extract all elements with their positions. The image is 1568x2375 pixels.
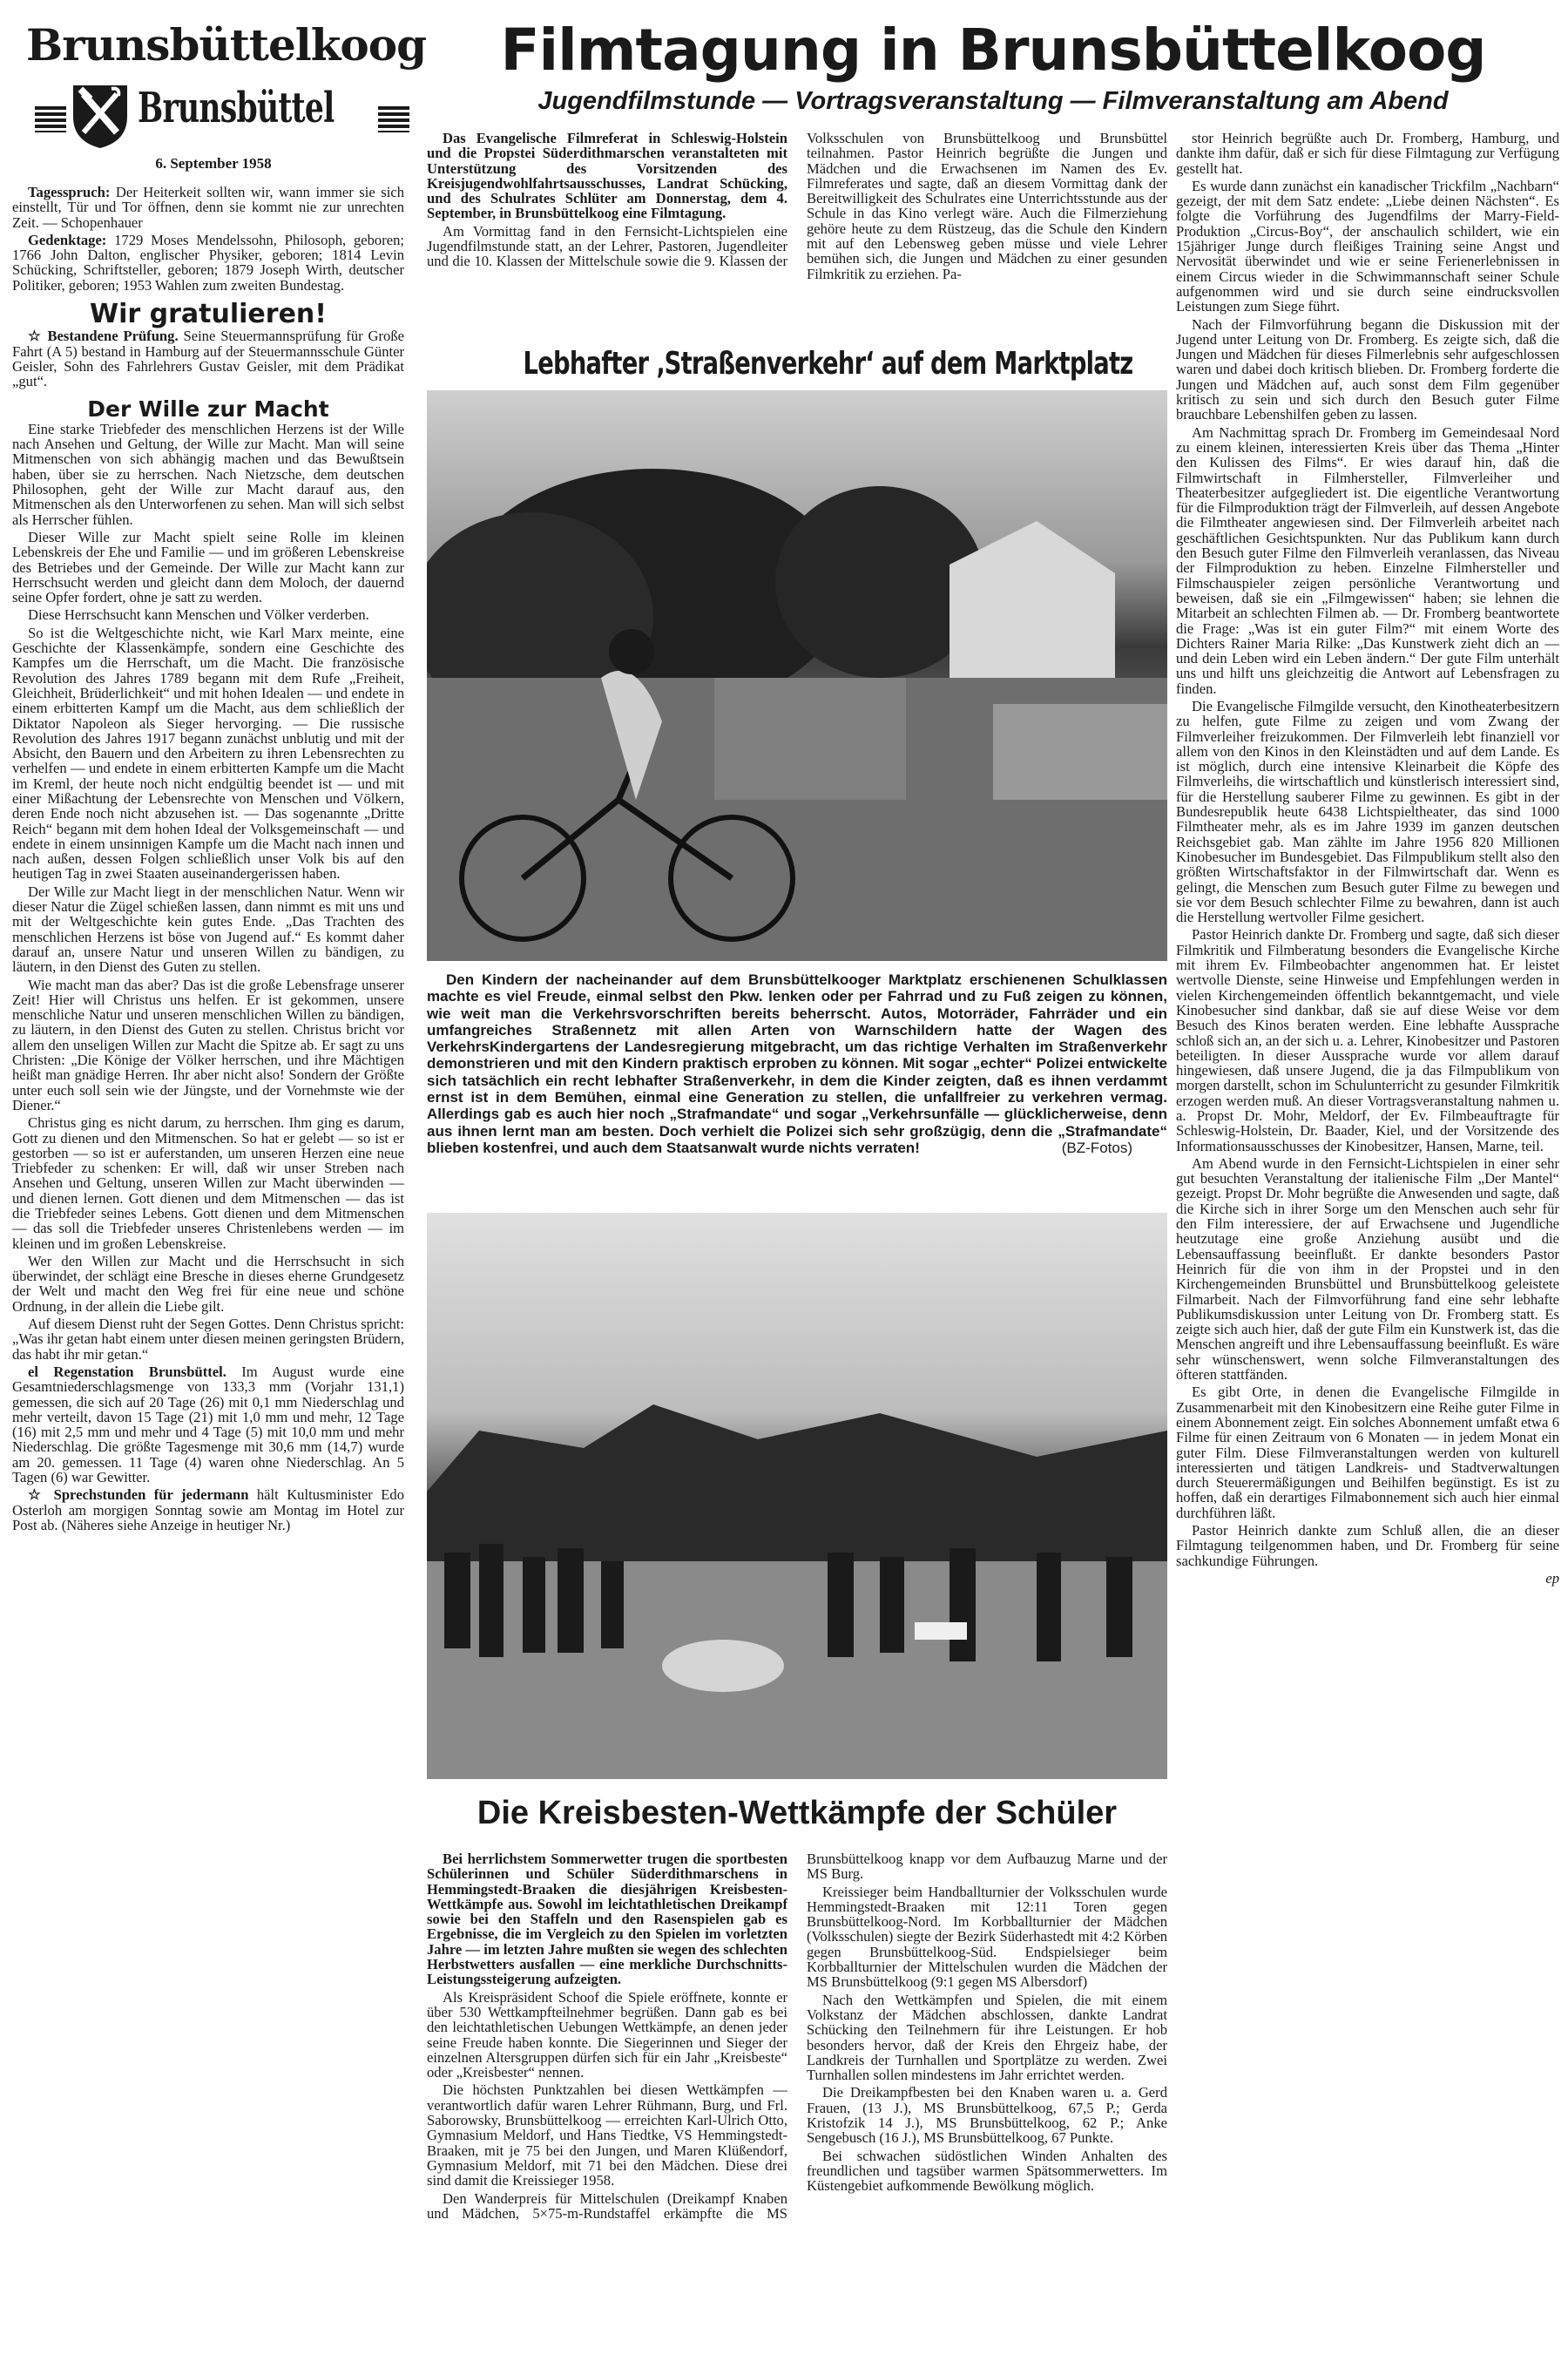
- paragraph: [12, 1487, 404, 1533]
- paragraph: [427, 131, 787, 221]
- issue-date: 6. September 1958: [155, 155, 272, 172]
- paragraph-lead: el Regenstation Brunsbüttel.: [28, 1363, 226, 1380]
- paragraph: [1176, 317, 1559, 423]
- heading-wir-gratulieren: Wir gratulieren!: [90, 299, 327, 330]
- paragraph-text: hält Kultusminister Edo Osterloh am morgigen Sonntag sowie am Montag im Hotel zur Post ab. (Näheres siehe Anzeige in heutiger Nr.): [12, 1486, 405, 1533]
- page-headline: Filmtagung in Brunsbüttelkoog: [500, 17, 1486, 84]
- paragraph-text: 1729 Moses Mendelssohn, Philosoph, geboren; 1766 John Dalton, englischer Physiker, geboren; 1814 Levin Schücking, Schriftsteller, geboren; 1879 Joseph Wirth, deutscher Politiker, geboren; 1953 Wahlen zum zweiten Bundestag.: [12, 231, 404, 294]
- paragraph: [427, 1990, 787, 2081]
- photo-marketplace-scene: [427, 390, 1167, 961]
- sports-article: [427, 1851, 1167, 2365]
- paragraph: [807, 1993, 1167, 2083]
- paragraph-text: Diese Herrschsucht kann Menschen und Völker verderben.: [28, 606, 369, 624]
- paragraph-text: Als Kreispräsident Schoof die Spiele eröffnete, konnte er über 530 Wettkampfteilnehmer begrüßen. Dann gab es bei den leichtathletischen Uebungen Wettkämpfe, an denen jeder seine Freude haben konnte. Die Siegerinnen und Sieger der einzelnen Altersgruppen dürfen sich für ein Jahr „Kreisbeste“ oder „Kreisbester“ nennen.: [427, 1988, 787, 2081]
- filmtagung-continued: [1176, 131, 1559, 1568]
- paragraph-text: Es wurde dann zunächst ein kanadischer Trickfilm „Nachbarn“ gezeigt, der mit dem Satz endete: „Liebe deinen Nächsten“. Es folgte die Vorführung des Jugendfilms der Marry-Field-Produktion „Circus-Boy“, der anschaulich schildert, wie ein 15jähriger Junge durch fleißiges Training seine Angst und Nervosität überwindet und wie er seine Ferienerlebnissen in einem Circus wieder in die Schwimmannschaft seiner Schule aufgenommen wird und sie durch seine eindrucksvollen Leistungen zum Siege führt.: [1176, 177, 1559, 315]
- author-signature: ep: [1545, 1569, 1559, 1587]
- paragraph-text: Nach der Filmvorführung begann die Diskussion mit der Jugend unter Leitung von Dr. Fromberg. Es zeigte sich, daß die Jungen und Mädchen für dieses Filmerlebnis sehr aufgeschlossen waren und dabei doch kritisch blieben. Dr. Fromberg forderte die Jungen und Mädchen auf, auch sonst dem Film gegenüber kritisch zu sein und sich durch den Besuch guter Filme brauchbare Lebenshilfen geben zu lassen.: [1176, 315, 1559, 423]
- paragraph: [12, 978, 404, 1113]
- page-subheadline: Jugendfilmstunde — Vortragsveranstaltung — Filmveranstaltung am Abend: [537, 87, 1449, 115]
- paragraph: [12, 884, 404, 975]
- masthead: [17, 19, 427, 150]
- paragraph-text: Die Dreikampfbesten bei den Knaben waren u. a. Gerd Frauen, (13 J.), MS Brunsbüttelkoog, 67,5 P.; Gerda Kristofzik 14 J.), MS Brunsbüttelkoog, 62 P.; Anke Sengebusch (16 J.), MS Brunsbüttelkoog, 67 Punkte.: [807, 2084, 1167, 2147]
- congratulations-section: [12, 328, 404, 389]
- paragraph: [1176, 425, 1559, 696]
- paragraph-text: Eine starke Triebfeder des menschlichen Herzens ist der Wille nach Ansehen und Geltung, der Wille zur Macht. Man will seine Mitmenschen von sich abhängig machen und das Bewußtsein haben, über sie zu herrschen. Nach Nietzsche, dem deutschen Philosophen, geht der Wille zur Macht darauf aus, den Mitmenschen als den Unterworfenen zu sehen. Man will sich selbst als Herrscher fühlen.: [12, 420, 404, 528]
- paragraph-text: Bei schwachen südöstlichen Winden Anhalten des freundlichen und tagsüber warmen Spätsommerwetters. Im Küstengebiet aufkommende Bewölkung möglich.: [807, 2147, 1167, 2195]
- right-column: [1176, 131, 1559, 1586]
- paragraph: [12, 1254, 404, 1314]
- paragraph: [1176, 1156, 1559, 1382]
- paragraph: [1176, 1523, 1559, 1568]
- paragraph: [12, 328, 404, 389]
- paragraph: [427, 1851, 787, 1987]
- paragraph-text: Die Evangelische Filmgilde versucht, den Kinotheaterbesitzern zu helfen, gute Filme zu zeigen und vom Zwang der Filmverleiher freizukommen. Der Filmverleih lebt finanziell vor allem von den Kinos in den Kleinstädten und auf dem Lande. Es ist möglich, durch eine intensive Kleinarbeit die Köpfe des Filmverleihs, die wirtschaftlich und künstlerisch interessiert sind, für die Herstellung sauberer Filme zu gewinnen. Es gibt in der Bundesrepublik heute 6438 Lichtspieltheater, das sind 1000 Filmtheater mehr, als es im Jahre 1939 im ganzen deutschen Reichsgebiet gab. Man zählte im Jahre 1956 820 Millionen Kinobesucher im Bundesgebiet. Das Filmpublikum stellt also den größten Wirtschaftsfaktor in der Filmwirtschaft dar. Wenn es gelingt, die Menschen zum Besuch guter Filme zu bewegen und sie vor dem Besuch schlechter Filme zu bewahren, dann ist auch die Herstellung wertvoller Filme gesichert.: [1176, 697, 1559, 926]
- masthead-title-line1: Brunsbüttelkoog: [26, 19, 427, 71]
- paragraph-text: stor Heinrich begrüßte auch Dr. Fromberg, Hamburg, und dankte ihm dafür, daß er sich für diese Filmtagung zur Verfügung gestellt hat.: [1176, 130, 1559, 177]
- photo-marketplace-traffic: [427, 390, 1167, 961]
- ribbon-left-icon: [35, 106, 66, 132]
- paragraph: [12, 626, 404, 882]
- paragraph: [807, 2148, 1167, 2194]
- paragraph: [12, 1364, 404, 1485]
- paragraph-text: Christus ging es nicht darum, zu herrschen. Ihm ging es darum, Gott zu dienen und den Mitmenschen. So hat er gelebt — so ist er gestorben — so ist er auferstanden, um unseren Herzen eine neue Triebfeder zu schenken: Er will, daß wir unser Streben nach Ansehen und Geltung, unseren Willen zur Macht überwinden — und dienen lernen. Gott dienen und dem Mitmenschen — das ist die Triebfeder seines Lebens. Gott dienen und dem Mitmenschen — das soll die Triebfeder unseres Christenlebens werden — im kleinen und im großen Lebenskreise.: [12, 1114, 404, 1252]
- paragraph: [1176, 927, 1559, 1153]
- paragraph-text: Kreissieger beim Handballturnier der Volksschulen wurde Hemmingstedt-Braaken mit 12:11 Toren gegen Brunsbüttelkoog-Nord. Im Korbballturnier der Mädchen (Volksschulen) siegte der Bezirk Süderhastedt mit 4:2 Körben gegen Brunsbüttelkoog-Süd. Endspielsieger beim Korbballturnier der Mittelschulen wurden die Mädchen der MS Brunsbüttelkoog (9:1 gegen MS Albersdorf): [807, 1883, 1167, 1991]
- traffic-photo-caption: [427, 971, 1167, 1157]
- traffic-headline: Lebhafter ‚Straßenverkehr‘ auf dem Marktplatz: [523, 346, 1133, 382]
- paragraph-text: Am Nachmittag sprach Dr. Fromberg im Gemeindesaal Nord zu einem kleinen, interessierten Kreis über das Thema „Hinter den Kulissen des Films“. Er wies darauf hin, daß die Filmwirtschaft in Filmhersteller, Filmverleiher und Theaterbesitzer aufgegliedert ist. Die eigentliche Verantwortung für die Filmproduktion trägt der Filmverleih, auf dessen Angebote die Filmtheater angewiesen sind. Der Filmverleih arbeitet nach geschäftlichen Gesichtspunkten. Nur das Publikum kann durch den Besuch guter Filme den Filmverleih veranlassen, das Niveau der Filmproduktion zu heben. Einzelne Filmhersteller und Filmschauspieler zeigen persönliche Verantwortung und beweisen, daß sie ein „Filmgewissen“ haben; sie lehnen die Mitarbeit an schlechten Filmen ab. — Dr. Fromberg beantwortete die Frage: „Was ist ein guter Film?“ mit einem Worte des Dichters Rainer Maria Rilke: „Das Kunstwerk zieht dich an — und dein Leben wird ein Leben ändern.“ Der gute Film unterhält uns und hilft uns gleichzeitig die Antwort auf Lebensfragen zu finden.: [1176, 423, 1559, 697]
- paragraph-lead: Gedenktage:: [28, 231, 107, 248]
- paragraph: [12, 185, 404, 230]
- paragraph: [1176, 1384, 1559, 1520]
- caption-text: Den Kindern der nacheinander auf dem Brunsbüttelkooger Marktplatz erschienenen Schulklassen machte es viel Freude, einmal selbst den Pkw. lenken oder per Fahrrad und zu Fuß zeigen zu können, wie weit man die Verkehrsvorschriften bereits beherrscht. Autos, Motorräder, Fahrräder und ein umfangreiches Straßennetz mit allen Arten von Warnschildern hatte der Wagen des VerkehrsKindergartens der Landesregierung mitgebracht, um das richtige Verhalten im Straßenverkehr demonstrieren und mit den Kindern praktisch erproben zu können. Mit sogar „echter“ Polizei entwickelte sich tatsächlich ein recht lebhafter Straßenverkehr, in dem die Kinder zeigten, daß es ihnen verdammt ernst ist in dem Bemühen, einmal eine Generation zu stellen, die unfallfreier zu verkehren vermag. Allerdings gab es auch hier noch „Strafmandate“ und sogar „Verkehrsunfälle — glücklicherweise, denn aus ihnen lernt man am besten. Doch verhielt die Polizei sich sehr großzügig, denn die „Strafmandate“ blieben kostenfrei, und auch dem Staatsanwalt wurde nichts verraten!: [427, 971, 1167, 1156]
- der-wille-zur-macht-article: [12, 422, 404, 1533]
- paragraph-text: Am Abend wurde in den Fernsicht-Lichtspielen in einer sehr gut besuchten Veranstaltung der italienische Film „Der Mantel“ gezeigt. Propst Dr. Mohr begrüßte die Anwesenden und sagte, daß die Kirche sich in ihrer Sorge um den Menschen auch sehr für den Film interessiere, der auf Erwachsene und Jugendliche heutzutage eine große Anziehung ausübt und die Lebensauffassung beeinflußt. Er dankte besonders Pastor Heinrich für die von ihm in der Propstei und in den Kirchengemeinden Brunsbüttel und Brunsbüttelkoog geleistete Filmarbeit. Nach der Filmvorführung fand eine sehr lebhafte Publikumsdiskussion unter Leitung von Dr. Fromberg statt. Es zeigte sich auch hier, daß der gute Film ein Kunstwerk ist, das die Menschen angreift und ihre Lebensauffassung beeinflußt. Es wäre sehr wünschenswert, wenn solche Filmveranstaltungen des öfteren stattfänden.: [1176, 1154, 1559, 1384]
- paragraph: [12, 1115, 404, 1251]
- paragraph: [1176, 131, 1559, 176]
- photo-traffic-crowd: [427, 1213, 1167, 1779]
- ribbon-right-icon: [378, 106, 409, 132]
- paragraph-text: Das Evangelische Filmreferat in Schleswig-Holstein und die Propstei Süderdithmarschen veranstalteten mit Unterstützung des Vorsitzenden des Kreisjugendwohlfahrtsausschusses, Landrat Schücking, und des Schulrates Schlüter am Donnerstag, dem 4. September, in Brunsbüttelkoog eine Filmtagung.: [427, 130, 787, 222]
- daily-quote-section: [12, 185, 404, 293]
- paragraph-text: Dieser Wille zur Macht spielt seine Rolle im kleinen Lebenskreis der Ehe und Familie — und im größeren Lebenskreise des Betriebes und der Gemeinde. Der Wille zur Macht kann zur Herrschsucht werden und gleicht dann dem Moloch, der dauernd seine Opfer fordert, ohne je satt zu werden.: [12, 528, 404, 606]
- paragraph-text: Wer den Willen zur Macht und die Herrschsucht in sich überwindet, der schlägt eine Bresche in dieses eherne Grundgesetz der Welt und macht den Weg frei für eine neue und schöne Ordnung, in der allein die Liebe gilt.: [12, 1252, 404, 1315]
- paragraph-text: Seine Steuermannsprüfung für Große Fahrt (A 5) bestand in Hamburg auf der Steuermannsschule Günter Geisler, Sohn des Fahrlehrers Gustav Geisler, mit dem Prädikat „gut“.: [12, 328, 404, 390]
- paragraph-text: Es gibt Orte, in denen die Evangelische Filmgilde in Zusammenarbeit mit den Kinobesitzern eine Reihe guter Filme in einem Abonnement zeigt. Ein solches Abonnement umfaßt etwa 6 Filme für einen Zeitraum von 6 Monaten — in jedem Monat ein guter Film. Diese Filmveranstaltungen werden von kulturell interessierten und tätigen Landkreis- und Stadtverwaltungen durch Steuerermäßigungen und Beihilfen begünstigt. Es ist zu hoffen, daß ein derartiges Filmabonnement sich auch hier einmal durchführen läßt.: [1176, 1384, 1559, 1521]
- paragraph: [807, 1884, 1167, 1990]
- sports-headline: Die Kreisbesten-Wettkämpfe der Schüler: [476, 1795, 1118, 1831]
- paragraph-text: Den Wanderpreis für Mittelschulen (Dreikampf Knaben und Mädchen, 5×75-m-Rundstaffel erkämpfte die MS Brunsbüttelkoog knapp vor dem Aufbauzug Marne und der MS Burg.: [427, 1851, 1167, 2222]
- paragraph-text: Auf diesem Dienst ruht der Segen Gottes. Denn Christus spricht: „Was ihr getan habt einem unter diesen meinen geringsten Brüdern, das habt ihr mir getan.“: [12, 1316, 404, 1363]
- paragraph-text: Pastor Heinrich dankte Dr. Fromberg und sagte, daß sich dieser Filmkritik und Filmberatung besonders die Evangelische Kirche mit ihrem Ev. Filmbeobachter angenommen hat. Er leistet wertvolle Dienste, seine Hinweise und Empfehlungen werden in vielen Kirchengemeinden öffentlich bekanntgemacht, und viele Kinobesucher sind dankbar, daß sie auf diese Weise vor dem Besuch des Kinos beraten werden. Eine lebhafte Aussprache schloß sich an, an der sich u. a. Lehrer, Kinobesitzer und Pastoren beteiligten. In dieser Aussprache wurde vor allem darauf hingewiesen, daß unsere Jugend, die ja das Filmpublikum von morgen darstellt, schon im Schulunterricht zu gesunder Filmkritik erzogen werden muß. An dieser Vortragsveranstaltung nahmen u. a. Propst Dr. Mohr, Meldorf, der Ev. Filmbeauftragte für Schleswig-Holstein, Dr. Baader, Kiel, und der Vorsitzende des Informationsausschusses der Kinobesitzer, Hansen, Marne, teil.: [1176, 926, 1559, 1154]
- paragraph-text: So ist die Weltgeschichte nicht, wie Karl Marx meinte, eine Geschichte der Klassenkämpfe, sondern eine Geschichte des Kampfes um die Herrschaft, um die Macht. Die französische Revolution des Jahres 1789 begann mit dem Rufe „Freiheit, Gleichheit, Brüderlichkeit“ und mit hohen Idealen — und endete in einem erbitterten Kampf um die Macht, aus dem schließlich der Diktator Napoleon als Sieger hervorging. — Die russische Revolution des Jahres 1917 begann zunächst unblutig und mit der Absicht, den Bauern und den Arbeitern zu ihren Lebensrechten zu verhelfen — und endete in einem erbitterten Kampfe um die Macht im Kreml, der heute noch nicht endgültig beendet ist — und mit einer Mißachtung der Lebensrechte von Menschen und Völkern, deren Ende noch nicht abzusehen ist. — Das sogenannte „Dritte Reich“ begann mit dem hohen Ideal der Volksgemeinschaft — und endete in einem unsinnigen Kampfe um die Macht nach innen und nach außen, dessen Folgen schließlich unser Volk bis auf den heutigen Tag in zwei Staaten auseinandergerissen haben.: [12, 624, 404, 883]
- paragraph: [1176, 699, 1559, 924]
- paragraph: [12, 1316, 404, 1362]
- photo-crowd-scene: [427, 1213, 1167, 1779]
- paragraph-text: Bei herrlichstem Sommerwetter trugen die sportbesten Schülerinnen und Schüler Süderdithmarschens in Hemmingstedt-Braaken die diesjährigen Kreisbesten-Wettkämpfe aus. Sowohl im leichtathletischen Dreikampf sowie bei den Staffeln und den Rasenspielen gab es Ergebnisse, die im Vergleich zu den Spielen im vorletzten Jahre — im letzten Jahre mußten sie wegen des schlechten Herbstwetters ausfallen — eine merkliche Durchschnitts-Leistungssteigerung aufzeigten.: [427, 1851, 787, 1988]
- paragraph-text: Der Heiterkeit sollten wir, wann immer sie sich einstellt, Tür und Tor öffnen, denn sie kommt nie zur unrechten Zeit. — Schopenhauer: [12, 184, 404, 231]
- paragraph-text: Pastor Heinrich dankte zum Schluß allen, die an dieser Filmtagung teilgenommen haben, und Dr. Fromberg für seine sachkundige Führungen.: [1176, 1522, 1559, 1569]
- photo-credit: (BZ-Fotos): [1061, 1140, 1132, 1157]
- sports-paragraphs: [427, 1851, 1167, 2221]
- paragraph-text: Im August wurde eine Gesamtniederschlagsmenge von 133,3 mm (Vorjahr 131,1) gemessen, die sich auf 20 Tage (26) mit 0,1 mm Niederschlag und mehr verteilt, davon 15 Tage (21) mit 1,0 mm und mehr, 12 Tage (16) mit 2,5 mm und mehr und 4 Tage (5) mit 10,0 mm und mehr Niederschlag. Die größte Tagesmenge mit 30,6 mm (14,7) wurde am 20. gemessen. 11 Tage (4) waren ohne Niederschlag. An 5 Tagen (6) war Gewitter.: [12, 1363, 404, 1486]
- paragraph-lead: ☆ Sprechstunden für jedermann: [28, 1486, 249, 1504]
- paragraph: [12, 233, 404, 293]
- paragraph: [12, 607, 404, 622]
- paragraph-text: Am Vormittag fand in den Fernsicht-Lichtspielen eine Jugendfilmstunde statt, an der Lehrer, Pastoren, Jugendleiter und die 10. Klassen der Mittelschule sowie die 9. Klassen der Volksschulen von Brunsbüttelkoog und Brunsbüttel teilnahmen. Pastor Heinrich begrüßte die Jungen und Mädchen und die Erwachsenen im Namen des Ev. Filmreferates und sagte, daß an diesem Vormittag dank der Bereitwilligkeit des Schulrates eine Unterrichtsstunde aus der Schule in das Kino verlegt wäre. Auch die Filmerziehung gehöre heute zu dem Rüstzeug, das die Schule den Kindern mit auf den Lebensweg geben müsse und viele Lehrer bemühen sich, die Jungen und Mädchen zu einer gesunden Filmkritik zu erziehen. Pa-: [427, 130, 1167, 282]
- paragraph: [12, 422, 404, 527]
- paragraph-text: Wie macht man das aber? Das ist die große Lebensfrage unserer Zeit! Hier will Christus uns helfen. Er ist gekommen, unsere menschliche Natur und unseren menschlichen Willen zu bändigen, zu läutern, in den Dienst des Guten zu stellen. Christus bricht vor allem den unseligen Willen zur Macht die Spitze ab. Er sagt zu uns Christen: „Die Könige der Völker herrschen, und ihre Mächtigen heißt man gnädige Herren. Ihr aber nicht also! Sondern der Größte unter euch soll sein wie der Jüngste, und der Vornehmste wie der Diener.“: [12, 976, 404, 1113]
- paragraph-lead: Tagesspruch:: [28, 184, 111, 200]
- paragraph: [807, 2085, 1167, 2145]
- paragraph-text: Nach den Wettkämpfen und Spielen, die mit einem Volkstanz der Mädchen abschlossen, dankte Landrat Schücking den Teilnehmern für ihre Leistungen. Er hob besonders hervor, daß der Kreis den Ehrgeiz habe, der Landkreis der Turnhallen und Sportplätze zu werden. Zwei Turnhallen sollen mindestens im Jahr errichtet werden.: [807, 1991, 1167, 2084]
- paragraph: [427, 2082, 787, 2188]
- paragraph-text: Der Wille zur Macht liegt in der menschlichen Natur. Wenn wir dieser Natur die Zügel schießen lassen, dann nimmt es mit uns und mit der Weltgeschichte kein gutes Ende. „Das Trachten des menschlichen Herzens ist böse von Jugend auf.“ Es kommt daher darauf an, unsere Natur und unseren Willen zu bändigen, zu läutern, in den Dienst des Guten zu stellen.: [12, 883, 404, 976]
- filmtagung-intro: [427, 131, 1167, 340]
- filmtagung-intro-paragraphs: [427, 131, 1167, 281]
- traffic-headline-box: [427, 344, 1167, 384]
- left-column: [12, 185, 404, 1535]
- coat-of-arms-icon: [70, 82, 131, 150]
- paragraph-lead: ☆ Bestandene Prüfung.: [28, 328, 179, 345]
- paragraph: [12, 530, 404, 605]
- paragraph: [1176, 179, 1559, 315]
- masthead-title-line2: Brunsbüttel: [138, 84, 335, 132]
- heading-der-wille-zur-macht: Der Wille zur Macht: [87, 396, 329, 422]
- paragraph-text: Die höchsten Punktzahlen bei diesen Wettkämpfen — verantwortlich dafür waren Lehrer Rühmann, Burg, und Frl. Saborowsky, Brunsbüttelkoog — erreichten Karl-Ulrich Otto, Gymnasium Meldorf, und Hans Tiedtke, VS Hemmingstedt-Braaken, mit je 75 bei den Jungen, und Maren Klüßendorf, Gymnasium Meldorf, mit 71 bei den Mädchen. Diese drei sind damit die Kreissieger 1958.: [427, 2081, 787, 2189]
